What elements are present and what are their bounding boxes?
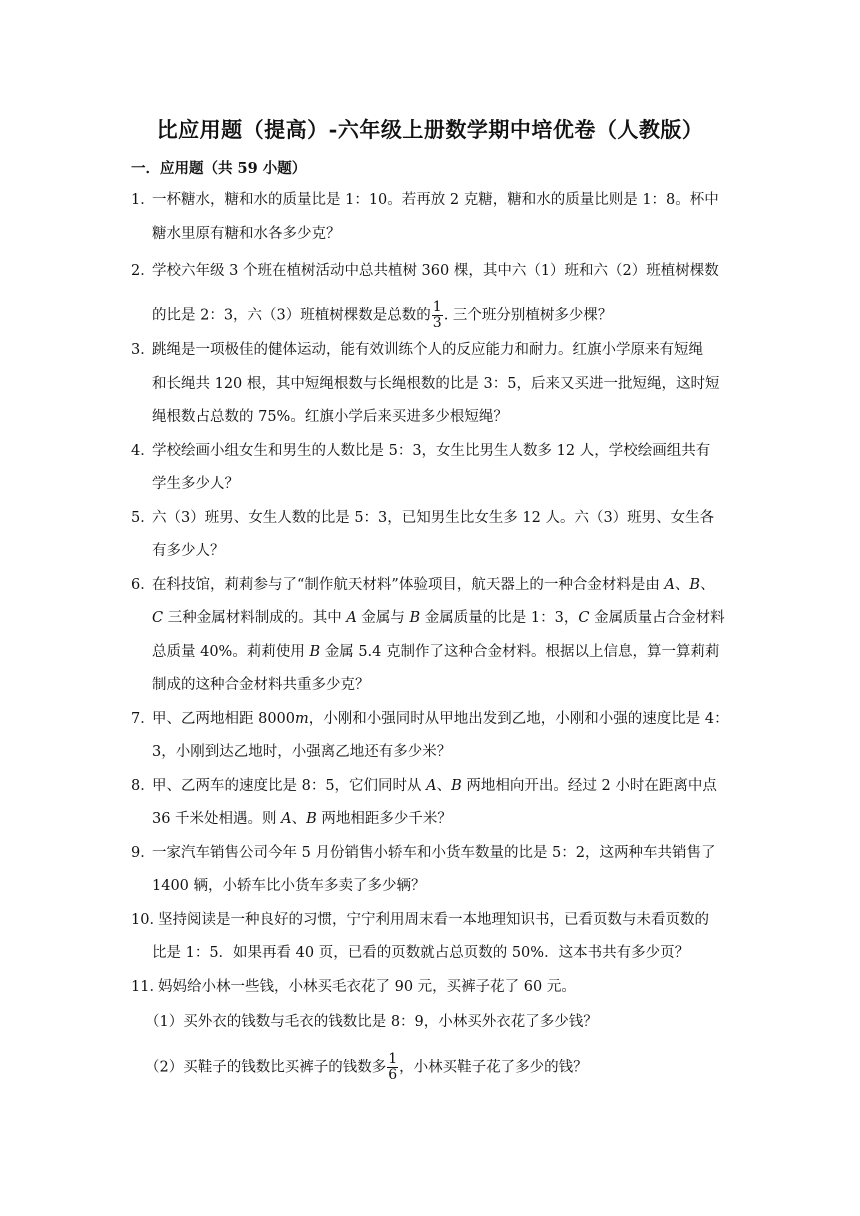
question-text-part: 、 — [674, 577, 690, 593]
question-text-part: . 三个班分别植树多少棵？ — [443, 307, 613, 324]
unit: m — [295, 711, 309, 727]
variable: A — [426, 778, 437, 794]
question-text — [152, 776, 717, 796]
variable: A — [281, 811, 292, 827]
question-text: 制成的这种合金材料共重多少克？ — [152, 677, 370, 693]
fraction-denominator: 3 — [432, 315, 442, 331]
section-heading: 一．应用题（共 59 小题） — [131, 160, 307, 177]
question-text-part: 金属与 — [356, 610, 410, 626]
question-text: 六（3）班男、女生人数的比是 5：3，已知男生比女生多 12 人。六（3）班男、女生各 — [152, 510, 715, 526]
question-text: 坚持阅读是一种良好的习惯，宁宁利用周末看一本地理知识书，已看页数与未看页数的 — [158, 912, 709, 928]
question-text — [152, 709, 729, 729]
question-number: 1． — [131, 192, 155, 208]
question-text-part: 金属质量占合金材料 — [589, 610, 725, 626]
variable: B — [306, 811, 317, 827]
question-text: 妈妈给小林一些钱，小林买毛衣花了 90 元，买裤子花了 60 元。 — [158, 979, 576, 995]
sub-question — [145, 1052, 588, 1083]
question-text — [152, 809, 452, 829]
document-title: 比应用题（提高）-六年级上册数学期中培优卷（人教版） — [156, 117, 704, 142]
question-number: 5． — [131, 510, 155, 526]
question-text-part: 甲、乙两地相距 8000 — [152, 711, 296, 727]
question-text — [152, 300, 612, 331]
question-text-part: ，小林买鞋子花了多少的钱？ — [399, 1059, 588, 1076]
question-text-part: （2）买鞋子的钱数比买裤子的钱数多 — [145, 1059, 387, 1076]
variable: A — [664, 577, 675, 593]
question-text — [152, 642, 720, 662]
question-text: 糖水里原有糖和水各多少克？ — [152, 226, 341, 242]
question-number: 8． — [131, 778, 155, 794]
question-text: 和长绳共 120 根，其中短绳根数与长绳根数的比是 3：5，后来又买进一批短绳，这时短 — [152, 376, 720, 392]
question-text-part: 、 — [436, 778, 452, 794]
variable: B — [689, 577, 701, 593]
question-text — [152, 608, 725, 628]
question-text: 一杯糖水，糖和水的质量比是 1：10。若再放 2 克糖，糖和水的质量比则是 1：8。杯中 — [152, 192, 719, 208]
question-text-part: 甲、乙两车的速度比是 8：5，它们同时从 — [152, 778, 427, 794]
question-number: 11． — [131, 979, 164, 995]
question-text-part: 36 千米处相遇。则 — [152, 811, 282, 827]
sub-question: （1）买外衣的钱数与毛衣的钱数比是 8：9，小林买外衣花了多少钱？ — [145, 1014, 598, 1030]
question-text: 学校六年级 3 个班在植树活动中总共植树 360 棵，其中六（1）班和六（2）班植树棵数 — [152, 263, 719, 279]
question-text-part: 、 — [700, 577, 715, 593]
question-text: 比是 1：5．如果再看 40 页，已看的页数就占总页数的 50%．这本书共有多少页？ — [152, 945, 690, 961]
fraction-denominator: 6 — [388, 1067, 398, 1083]
question-text-part: 总质量 40%。莉莉使用 — [152, 644, 310, 660]
question-number: 9． — [131, 845, 155, 861]
question-text-part: 、 — [291, 811, 307, 827]
question-text-part: 两地相向开出。经过 2 小时在距离中点 — [461, 778, 717, 794]
question-text: 跳绳是一项极佳的健体运动，能有效训练个人的反应能力和耐力。红旗小学原来有短绳 — [152, 342, 703, 358]
question-text: 学生多少人？ — [152, 476, 239, 492]
question-text: 3，小刚到达乙地时，小强离乙地还有多少米？ — [152, 744, 452, 760]
fraction — [387, 1052, 398, 1083]
variable: B — [451, 778, 462, 794]
question-text: 1400 辆，小轿车比小货车多卖了多少辆？ — [152, 878, 426, 894]
variable: B — [309, 644, 321, 660]
question-text — [152, 575, 715, 595]
fraction-numerator: 1 — [432, 299, 442, 315]
variable: C — [578, 610, 590, 626]
question-number: 7． — [131, 711, 155, 727]
question-text: 学校绘画小组女生和男生的人数比是 5：3，女生比男生人数多 12 人，学校绘画组共有 — [152, 443, 711, 459]
variable: A — [346, 610, 357, 626]
question-number: 2． — [131, 263, 155, 279]
variable: C — [152, 610, 164, 626]
question-text-part: 的比是 2：3，六（3）班植树棵数是总数的 — [152, 307, 431, 324]
question-number: 10． — [131, 912, 164, 928]
question-text-part: 金属质量的比是 1：3， — [420, 610, 579, 626]
question-number: 3． — [131, 342, 155, 358]
fraction — [432, 300, 443, 331]
question-text-part: 金属 5.4 克制作了这种合金材料。根据以上信息，算一算莉莉 — [320, 644, 720, 660]
question-number: 6． — [131, 577, 155, 593]
question-text: 有多少人？ — [152, 543, 225, 559]
question-text-part: 三种金属材料制成的。其中 — [163, 610, 347, 626]
question-text: 绳根数占总数的 75%。红旗小学后来买进多少根短绳？ — [152, 409, 508, 425]
question-number: 4． — [131, 443, 155, 459]
question-text: 一家汽车销售公司今年 5 月份销售小轿车和小货车数量的比是 5：2，这两种车共销售了 — [152, 845, 716, 861]
question-text-part: 两地相距多少千米？ — [316, 811, 452, 827]
variable: B — [409, 610, 421, 626]
question-text-part: ，小刚和小强同时从甲地出发到乙地，小刚和小强的速度比是 4： — [308, 711, 729, 727]
fraction-numerator: 1 — [388, 1051, 398, 1067]
question-text-part: 在科技馆，莉莉参与了“制作航天材料”体验项目，航天器上的一种合金材料是由 — [152, 577, 665, 593]
